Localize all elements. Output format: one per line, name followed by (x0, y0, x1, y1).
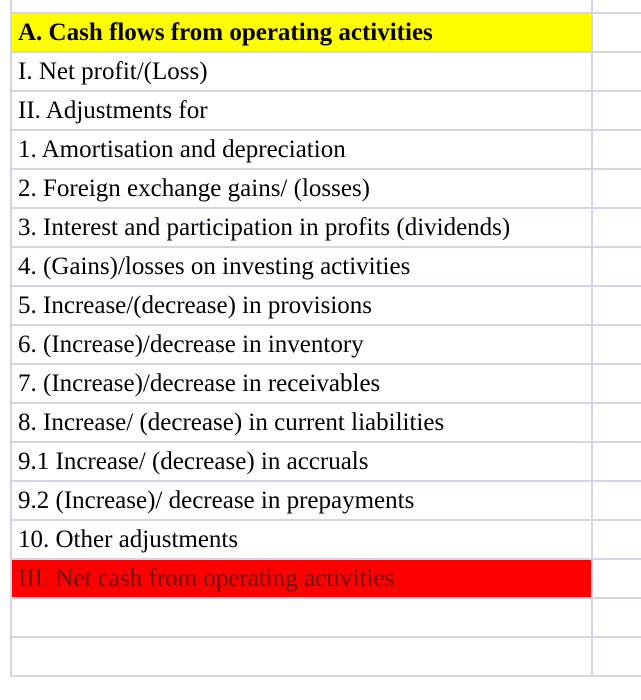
cell-empty[interactable] (592, 481, 641, 520)
sheet-top-gridlines (10, 0, 641, 12)
table-row (11, 286, 641, 325)
table-row (11, 481, 641, 520)
table-row (11, 364, 641, 403)
table-row (11, 169, 641, 208)
cell-empty[interactable] (592, 325, 641, 364)
cell-net-cash-operating[interactable]: III. Net cash from operating activities (11, 559, 592, 598)
cell-empty[interactable] (11, 598, 592, 637)
cell-amortisation[interactable]: 1. Amortisation and depreciation (11, 130, 592, 169)
table-row (11, 247, 641, 286)
cell-other-adjustments[interactable]: 10. Other adjustments (11, 520, 592, 559)
cell-adjustments-for[interactable]: II. Adjustments for (11, 91, 592, 130)
cell-empty[interactable] (592, 403, 641, 442)
cell-empty[interactable] (592, 598, 641, 637)
cell-empty[interactable] (592, 208, 641, 247)
cell-section-header[interactable]: A. Cash flows from operating activities (11, 13, 592, 52)
spreadsheet-grid (10, 12, 641, 677)
cell-empty[interactable] (592, 286, 641, 325)
cell-net-profit[interactable]: I. Net profit/(Loss) (11, 52, 592, 91)
table-row-total (11, 559, 641, 598)
table-row (11, 208, 641, 247)
cell-receivables[interactable]: 7. (Increase)/decrease in receivables (11, 364, 592, 403)
cell-prepayments[interactable]: 9.2 (Increase)/ decrease in prepayments (11, 481, 592, 520)
table-row-blank (11, 637, 641, 676)
cell-empty[interactable] (592, 520, 641, 559)
table-row (11, 130, 641, 169)
cell-empty[interactable] (11, 637, 592, 676)
cell-interest-dividends[interactable]: 3. Interest and participation in profits (dividends) (11, 208, 592, 247)
table-row-header (11, 13, 641, 52)
cell-empty[interactable] (592, 559, 641, 598)
cell-empty[interactable] (592, 91, 641, 130)
cell-empty[interactable] (592, 247, 641, 286)
cell-accruals[interactable]: 9.1 Increase/ (decrease) in accruals (11, 442, 592, 481)
cell-current-liabilities[interactable]: 8. Increase/ (decrease) in current liabilities (11, 403, 592, 442)
cell-empty[interactable] (592, 364, 641, 403)
table-row (11, 520, 641, 559)
table-row (11, 403, 641, 442)
cell-empty[interactable] (592, 442, 641, 481)
cell-empty[interactable] (592, 13, 641, 52)
table-row (11, 325, 641, 364)
cell-empty[interactable] (592, 637, 641, 676)
cell-empty[interactable] (592, 52, 641, 91)
table-row (11, 442, 641, 481)
cell-inventory[interactable]: 6. (Increase)/decrease in inventory (11, 325, 592, 364)
cell-investing-gains[interactable]: 4. (Gains)/losses on investing activities (11, 247, 592, 286)
cell-fx-gains[interactable]: 2. Foreign exchange gains/ (losses) (11, 169, 592, 208)
cell-empty[interactable] (592, 130, 641, 169)
table-row (11, 52, 641, 91)
cell-empty[interactable] (592, 169, 641, 208)
table-row (11, 91, 641, 130)
table-row-blank (11, 598, 641, 637)
cell-provisions[interactable]: 5. Increase/(decrease) in provisions (11, 286, 592, 325)
